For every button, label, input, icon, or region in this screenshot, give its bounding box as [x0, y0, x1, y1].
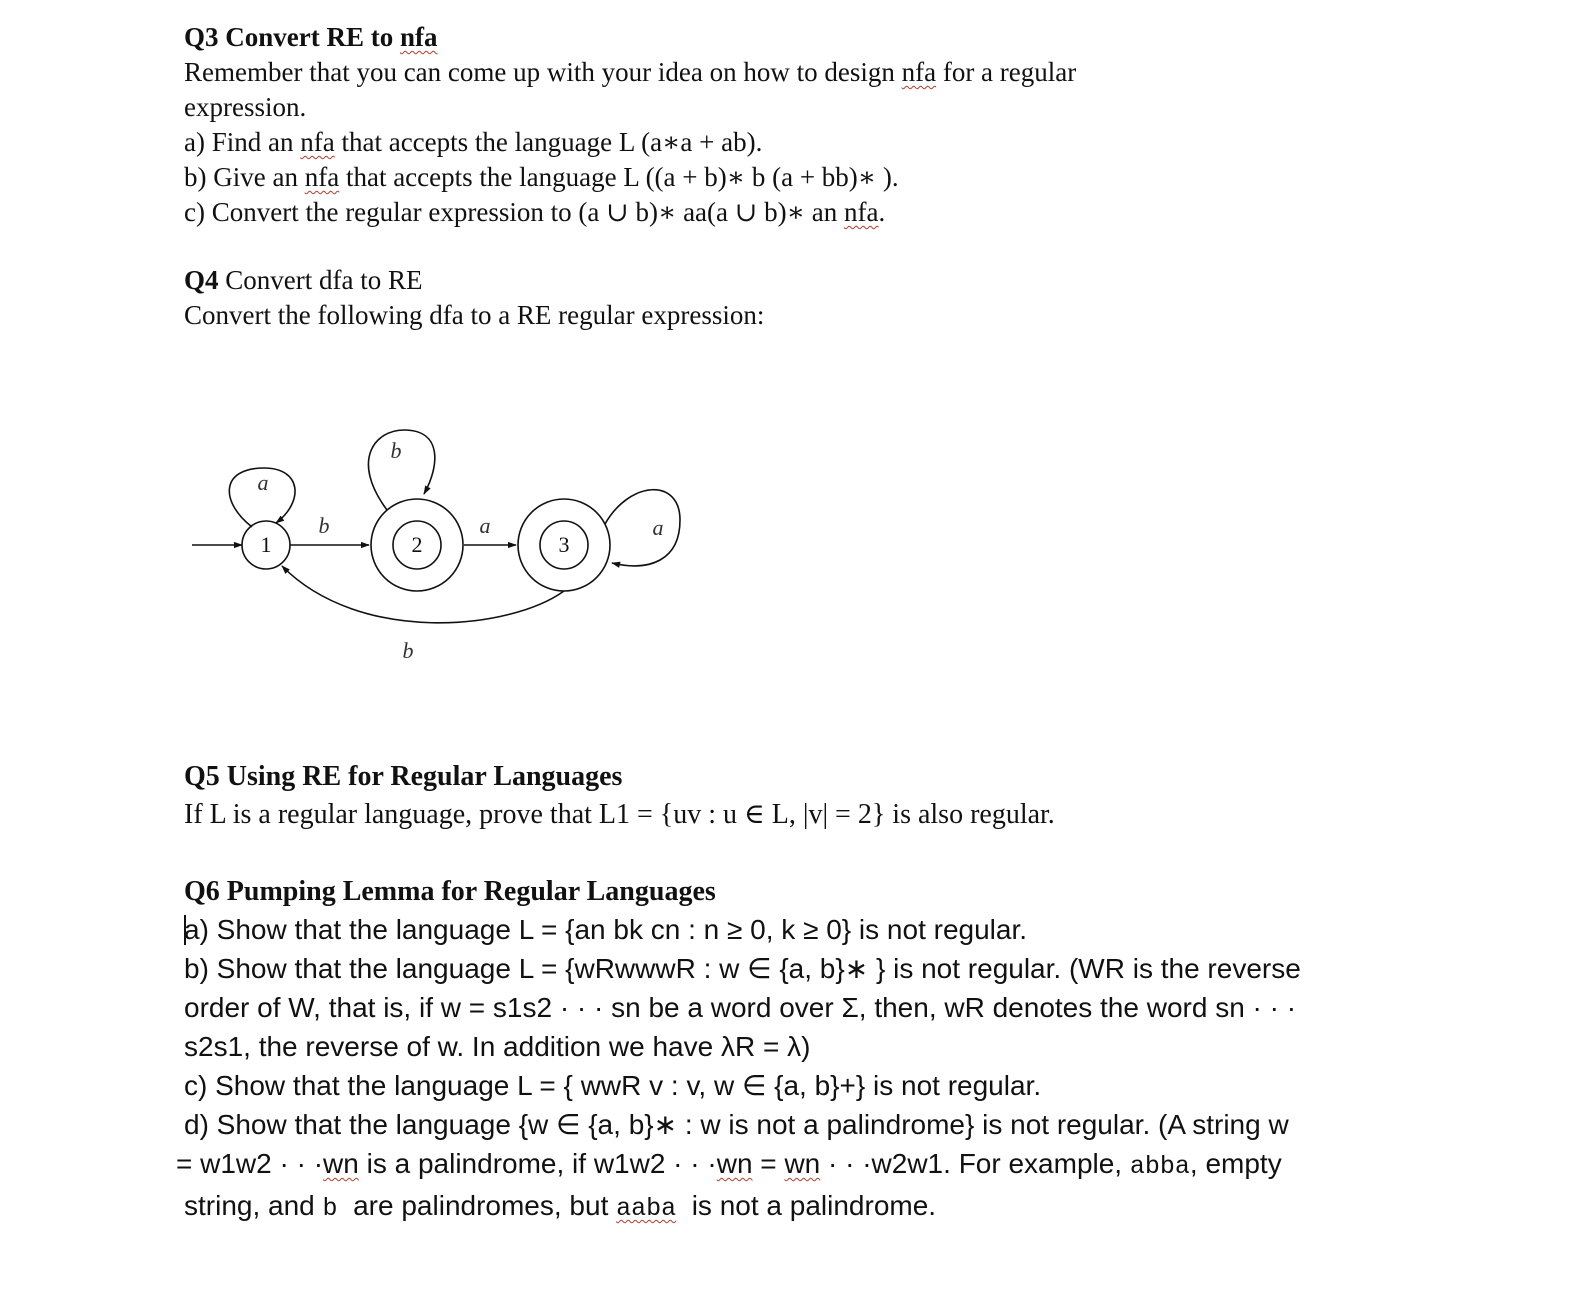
edge-3-3-label: a [652, 515, 664, 540]
q6-d2-text-b: is a palindrome, if w1w2 · · · [358, 1148, 717, 1179]
q6-d3-text-d: is not a palindrome. [676, 1190, 937, 1221]
q3-part-a [184, 125, 1404, 160]
edge-1-1-label: a [257, 470, 269, 495]
q4-instruction: Convert the following dfa to a RE regular expression: [184, 300, 765, 330]
edge-2-2-label: b [390, 438, 402, 463]
q3-part-b [184, 160, 1404, 195]
dfa-diagram [180, 420, 700, 680]
q6-section [176, 874, 1404, 1228]
edge-2-3-label: a [479, 513, 491, 538]
q6-part-b-line-3: s2s1, the reverse of w. In addition we have λR = λ) [184, 1031, 811, 1062]
q6-d2-text-a: = w1w2 · · · [176, 1148, 324, 1179]
q5-title: Q5 Using RE for Regular Languages [184, 761, 623, 792]
q5-section [184, 758, 1404, 834]
q3-title-text: Q3 Convert RE to [184, 22, 400, 52]
q3-title-nfa: nfa [399, 22, 438, 52]
q3-part-c-nfa: nfa [843, 197, 879, 227]
q4-title-text: Convert dfa to RE [218, 265, 423, 295]
q6-part-a-text: ) Show that the language L = {an bk cn : n ≥ 0, k ≥ 0} is not regular. [199, 914, 1028, 945]
state-3-label: 3 [558, 532, 570, 557]
q6-d3-b: b [322, 1194, 338, 1223]
edge-3-1-label: b [402, 638, 414, 663]
q3-part-c-suffix: . [878, 197, 886, 227]
edge-3-1 [282, 566, 564, 623]
q5-body: If L is a regular language, prove that L1 = {uv : u ∈ L, |v| = 2} is also regular. [184, 799, 1055, 830]
q3-part-c [184, 195, 1404, 230]
q6-d2-wn-1: wn [323, 1148, 359, 1179]
q6-part-c: c) Show that the language L = { wwR v : v, w ∈ {a, b}+} is not regular. [184, 1070, 1042, 1101]
state-2-label: 2 [411, 532, 423, 557]
q6-d3-text-a: string, and [184, 1190, 323, 1221]
edge-3-3 [605, 490, 680, 566]
q6-d3-aaba: aaba [616, 1194, 677, 1223]
q6-part-d-line-1: d) Show that the language {w ∈ {a, b}∗ : w is not a palindrome} is not regular. (A string w [184, 1109, 1289, 1140]
edge-2-2 [368, 430, 434, 510]
q6-d2-text-d: · · ·w2w1. For example, [820, 1148, 1130, 1179]
q6-d2-abba: abba [1129, 1152, 1190, 1181]
q3-intro-line-1 [184, 55, 1404, 90]
q6-d2-wn-3: wn [784, 1148, 821, 1179]
state-1-label: 1 [260, 532, 272, 557]
q6-part-d-line-2 [176, 1144, 1404, 1186]
q6-d2-text-c: = [752, 1148, 785, 1179]
q3-section [184, 20, 1404, 230]
q3-title [184, 20, 1404, 55]
q3-part-b-nfa: nfa [304, 162, 340, 192]
q6-d2-wn-2: wn [716, 1148, 753, 1179]
q3-intro-nfa: nfa [901, 57, 937, 87]
q3-part-b-suffix: that accepts the language L ((a + b)∗ b (a + bb)∗ ). [339, 162, 899, 192]
q3-part-a-suffix: that accepts the language L (a∗a + ab). [334, 127, 763, 157]
q6-title: Q6 Pumping Lemma for Regular Languages [184, 876, 716, 907]
q6-d3-text-c: are palindromes, but [337, 1190, 617, 1221]
q6-part-d-line-3 [184, 1186, 1404, 1228]
q3-part-a-prefix: a) Find an [184, 127, 301, 157]
edge-1-2-label: b [318, 513, 330, 538]
q6-part-b-line-1: b) Show that the language L = {wRwwwR : w ∈ {a, b}∗ } is not regular. (WR is the reverse [184, 953, 1301, 984]
q6-part-b-line-2: order of W, that is, if w = s1s2 · · · sn be a word over Σ, then, wR denotes the word sn · · · [184, 992, 1297, 1023]
q3-intro-text-end: for a regular [936, 57, 1077, 87]
q4-title-number: Q4 [184, 265, 219, 295]
q3-intro-line-2: expression. [184, 92, 307, 122]
q6-part-a [184, 910, 1404, 949]
q3-part-c-prefix: c) Convert the regular expression to (a ∪ b)∗ aa(a ∪ b)∗ an [184, 197, 844, 227]
q3-part-b-prefix: b) Give an [184, 162, 305, 192]
q4-section [184, 263, 1404, 333]
q6-d2-text-e: , empty [1189, 1148, 1282, 1179]
q6-part-a-first: a [184, 914, 200, 945]
q4-title [184, 263, 1404, 298]
q3-intro-text: Remember that you can come up with your idea on how to design [184, 57, 902, 87]
q3-part-a-nfa: nfa [300, 127, 335, 157]
